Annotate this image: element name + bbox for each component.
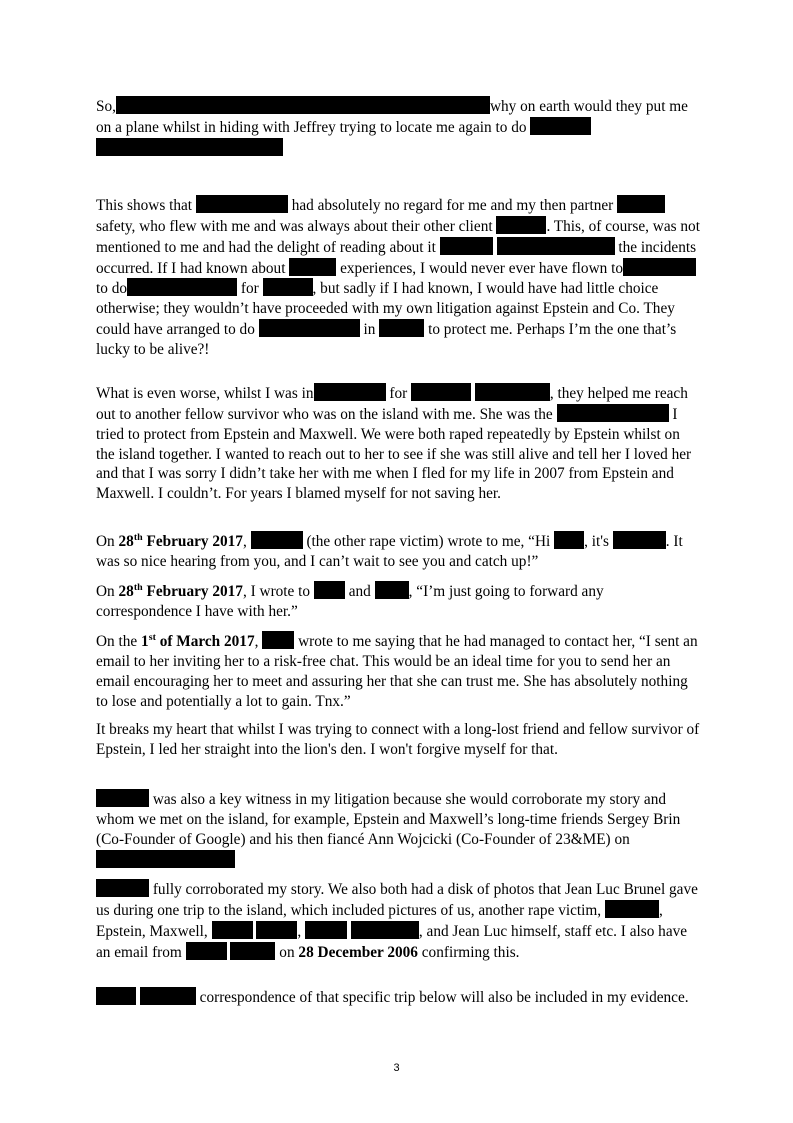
redaction-bar	[96, 138, 283, 156]
redaction-bar	[262, 631, 294, 649]
redaction-bar	[96, 987, 136, 1005]
redaction-bar	[411, 383, 471, 401]
redaction-bar	[475, 383, 550, 401]
date-suffix: th	[133, 581, 143, 593]
text: why on earth would they put me on a plane whilst in hiding with Jeffrey trying to locate me again to do	[96, 98, 688, 136]
redaction-bar	[96, 879, 149, 897]
text: (the other rape victim) wrote to me, “Hi	[306, 533, 551, 550]
redaction-bar	[314, 383, 386, 401]
text: for	[389, 385, 408, 402]
paragraph-2	[96, 195, 700, 360]
text: ,	[254, 633, 259, 650]
redaction-bar	[96, 789, 149, 807]
text: ,	[242, 533, 247, 550]
text: On	[96, 583, 115, 600]
date-month-year: February 2017	[146, 583, 243, 600]
redaction-bar	[440, 237, 493, 255]
text: So,	[96, 98, 116, 115]
redaction-bar	[497, 237, 615, 255]
redaction-bar	[496, 216, 546, 234]
text: experiences, I would never ever have flown to	[340, 259, 623, 277]
text: on	[279, 943, 295, 961]
text: , and Jean Luc himself, staff etc. I also have an email from	[96, 922, 688, 961]
text: safety, who flew with me and was always about their other client	[96, 217, 493, 235]
text: I tried to protect from Epstein and Maxwell. We were both raped repeatedly by Epstein whilst on the island together. I wanted to reach out to her to see if she was still alive and tell her I loved her and that I was sorry I didn’t take her with me when I fled for my life in 2007 from Epstein and Maxwell. I couldn’t. For years I blamed myself for not saving her.	[96, 405, 692, 503]
text: fully corroborated my story. We also both had a disk of photos that Jean Luc Brunel gave us during one trip to the island, which included pictures of us, another rape victim,	[96, 881, 698, 919]
text: , they helped me reach out to another fellow survivor who was on the island with me. She was the	[96, 385, 688, 423]
text: , Epstein, Maxwell,	[96, 901, 663, 940]
text: What is even worse, whilst I was in	[96, 385, 314, 402]
date-day: 1	[141, 633, 149, 650]
redaction-bar	[230, 942, 275, 960]
date-month-year: February 2017	[146, 533, 243, 550]
redaction-bar	[289, 258, 336, 276]
paragraph-4	[96, 531, 700, 572]
date-day: 28	[118, 533, 134, 550]
paragraph-3	[96, 383, 700, 504]
text: ,	[297, 922, 302, 940]
text: confirming this.	[421, 943, 520, 961]
text: On the	[96, 633, 138, 650]
redaction-bar	[127, 278, 237, 296]
text: the incidents occurred. If I had known about	[96, 238, 697, 277]
date-month-year: of March 2017	[159, 633, 255, 650]
redaction-bar	[314, 581, 345, 599]
text: , it's	[584, 533, 609, 550]
text: had absolutely no regard for me and my then partner	[291, 197, 614, 214]
redaction-bar	[375, 581, 409, 599]
date-suffix: th	[133, 531, 143, 543]
text: . It was so nice hearing from you, and I can’t wait to see you and catch up!”	[96, 533, 683, 570]
date-suffix: st	[148, 631, 156, 643]
paragraph-5	[96, 581, 700, 622]
text: , but sadly if I had known, I would have had little choice otherwise; they wouldn’t have proceeded with my own litigation against Epstein and Co. They could have arranged to do	[96, 280, 675, 339]
text: . This, of course, was not mentioned to me and had the delight of reading about it	[96, 217, 700, 256]
redaction-bar	[259, 319, 360, 337]
paragraph-1	[96, 96, 700, 159]
redaction-bar	[140, 987, 196, 1005]
text: in	[363, 321, 376, 339]
redaction-bar	[196, 195, 288, 213]
paragraph-9	[96, 879, 700, 962]
text: for	[240, 280, 259, 298]
text: was also a key witness in my litigation because she would corroborate my story and whom we met on the island, for example, Epstein and Maxwell’s long-time friends Sergey Brin (Co-Founder of Google) and his then fiancé Ann Wojcicki (Co-Founder of 23&ME) on	[96, 791, 681, 848]
redaction-bar	[605, 900, 659, 918]
redaction-bar	[557, 404, 669, 422]
redaction-bar	[554, 531, 584, 549]
text: It breaks my heart that whilst I was trying to connect with a long-lost friend and fellow survivor of Epstein, I led her straight into the lion's den. I won't forgive myself for that.	[96, 721, 700, 758]
redaction-bar	[617, 195, 665, 213]
redaction-bar	[116, 96, 490, 114]
redaction-bar	[96, 850, 235, 868]
text: wrote to me saying that he had managed to contact her, “I sent an email to her inviting her to a risk-free chat. This would be an ideal time for you to send her an email encouraging her to meet and assuring her that she can trust me. She has absolutely nothing to lose and potentially a lot to gain. Tnx.”	[96, 633, 698, 710]
redaction-bar	[305, 921, 347, 939]
text: and	[348, 583, 371, 600]
redaction-bar	[351, 921, 419, 939]
text: On	[96, 533, 115, 550]
paragraph-6	[96, 631, 700, 711]
redaction-bar	[623, 258, 696, 276]
redaction-bar	[379, 319, 424, 337]
redaction-bar	[251, 531, 303, 549]
text: to do	[96, 280, 128, 298]
text: to protect me. Perhaps I’m the one that’s lucky to be alive?!	[96, 321, 677, 358]
redaction-bar	[530, 117, 591, 135]
redaction-bar	[256, 921, 297, 939]
date-bold: 28 December 2006	[298, 943, 418, 961]
text: , I wrote to	[242, 583, 311, 600]
text: , “I’m just going to forward any correspondence I have with her.”	[96, 583, 604, 620]
redaction-bar	[186, 942, 227, 960]
redaction-bar	[212, 921, 253, 939]
text: correspondence of that specific trip below will also be included in my evidence.	[199, 989, 689, 1006]
paragraph-7	[96, 720, 700, 760]
text: This shows that	[96, 197, 193, 214]
paragraph-8	[96, 789, 700, 870]
redaction-bar	[263, 278, 313, 296]
redaction-bar	[613, 531, 666, 549]
page-number: 3	[393, 1062, 400, 1074]
date-day: 28	[118, 583, 134, 600]
paragraph-10	[96, 987, 700, 1008]
